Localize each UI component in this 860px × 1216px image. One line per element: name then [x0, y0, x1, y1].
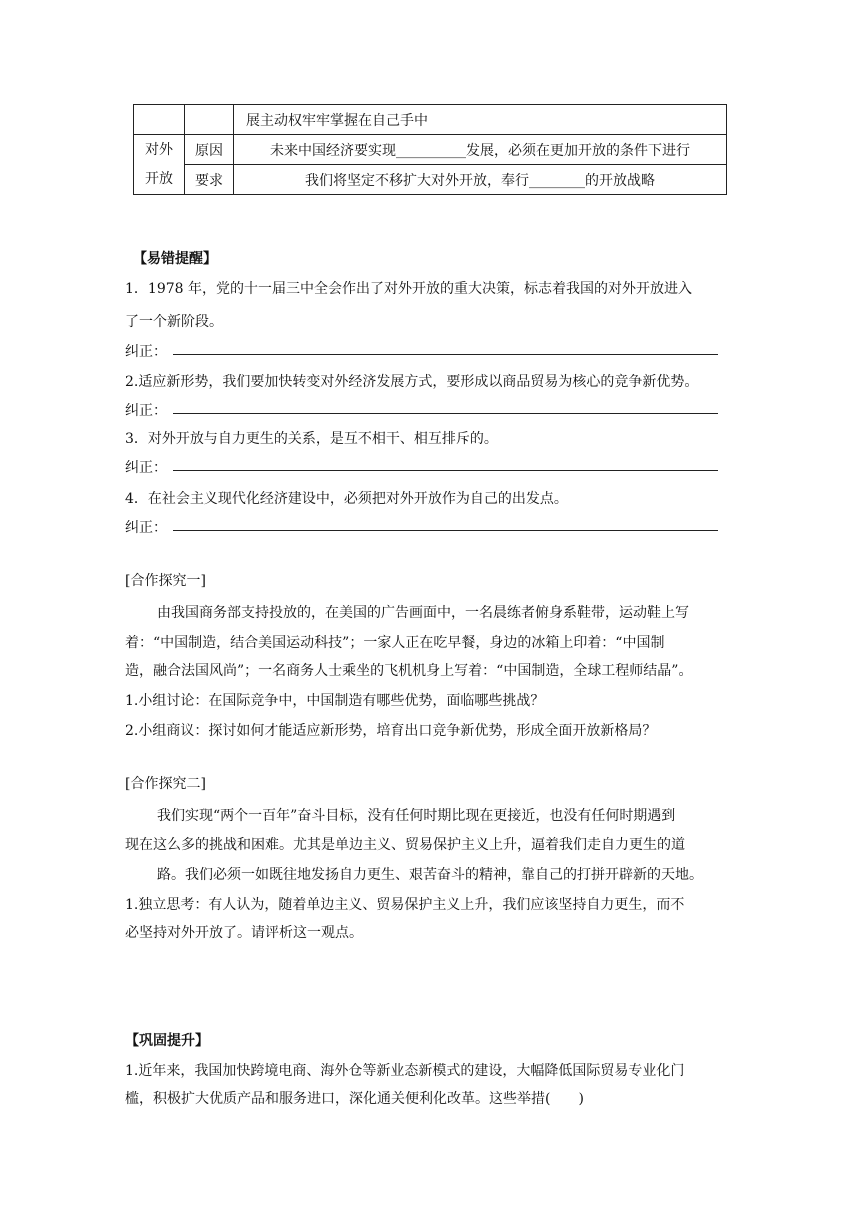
row-header-line: 对外: [145, 141, 173, 158]
explore1-question-1: 1.小组讨论：在国际竞争中，中国制造有哪些优势，面临哪些挑战？: [125, 693, 545, 709]
consolidate-question-line: 槛，积极扩大优质产品和服务进口，深化通关便利化改革。这些举措( ): [125, 1091, 584, 1107]
correction-label: 纠正：: [125, 403, 167, 419]
table-cell: [185, 105, 234, 135]
explore2-paragraph-line: 现在这么多的挑战和困难。尤其是单边主义、贸易保护主义上升，逼着我们走自力更生的道: [125, 837, 685, 853]
consolidate-heading: 【巩固提升】: [125, 1033, 209, 1049]
answer-line[interactable]: [173, 413, 718, 414]
error-item-1-line2: 了一个新阶段。: [125, 314, 223, 330]
correction-label: 纠正：: [125, 344, 167, 360]
row-header-line: 开放: [145, 170, 173, 187]
error-item-3: 3．对外开放与自力更生的关系，是互不相干、相互排斥的。: [125, 431, 498, 447]
reason-label: 原因: [185, 135, 234, 165]
error-item-1-line1: 1．1978 年，党的十一届三中全会作出了对外开放的重大决策，标志着我国的对外开放进入: [125, 281, 692, 297]
explore2-question-line: 1.独立思考：有人认为，随着单边主义、贸易保护主义上升，我们应该坚持自力更生，而不: [125, 897, 685, 913]
answer-line[interactable]: [173, 354, 718, 355]
row-header: [134, 135, 185, 195]
table-cell: 展主动权牢牢掌握在自己手中: [234, 105, 727, 135]
table-row: [134, 165, 727, 195]
correction-label: 纠正：: [125, 520, 167, 536]
explore1-paragraph-line: 造，融合法国风尚”；一名商务人士乘坐的飞机机身上写着：“中国制造，全球工程师结晶”。: [125, 663, 693, 679]
explore2-question-line: 必坚持对外开放了。请评析这一观点。: [125, 925, 363, 941]
table-row: [134, 135, 727, 165]
answer-line[interactable]: [173, 470, 718, 471]
table-row: [134, 105, 727, 135]
summary-table: [133, 104, 727, 195]
explore1-heading: [合作探究一]: [125, 573, 206, 589]
explore1-paragraph-line: 着：“中国制造，结合美国运动科技”；一家人正在吃早餐，身边的冰箱上印着：“中国制: [125, 635, 665, 651]
consolidate-question-line: 1.近年来，我国加快跨境电商、海外仓等新业态新模式的建设，大幅降低国际贸易专业化门: [125, 1063, 685, 1079]
requirement-text: 我们将坚定不移扩大对外开放，奉行________的开放战略: [234, 165, 727, 195]
explore2-heading: [合作探究二]: [125, 776, 206, 792]
error-item-2: 2.适应新形势，我们要加快转变对外经济发展方式，要形成以商品贸易为核心的竞争新优势。: [125, 374, 699, 390]
explore2-paragraph-line: 路。我们必须一如既往地发扬自力更生、艰苦奋斗的精神，靠自己的打拼开辟新的天地。: [157, 867, 703, 883]
correction-label: 纠正：: [125, 460, 167, 476]
errors-heading: 【易错提醒】: [133, 251, 217, 267]
explore1-paragraph-line: 由我国商务部支持投放的，在美国的广告画面中，一名晨练者俯身系鞋带，运动鞋上写: [157, 605, 689, 621]
answer-line[interactable]: [173, 530, 718, 531]
explore2-paragraph-line: 我们实现“两个一百年”奋斗目标，没有任何时期比现在更接近，也没有任何时期遇到: [157, 808, 676, 824]
error-item-4: 4．在社会主义现代化经济建设中，必须把对外开放作为自己的出发点。: [125, 491, 568, 507]
explore1-question-2: 2.小组商议：探讨如何才能适应新形势，培育出口竞争新优势，形成全面开放新格局？: [125, 723, 657, 739]
requirement-label: 要求: [185, 165, 234, 195]
table-cell: [134, 105, 185, 135]
reason-text: 未来中国经济要实现__________发展，必须在更加开放的条件下进行: [234, 135, 727, 165]
